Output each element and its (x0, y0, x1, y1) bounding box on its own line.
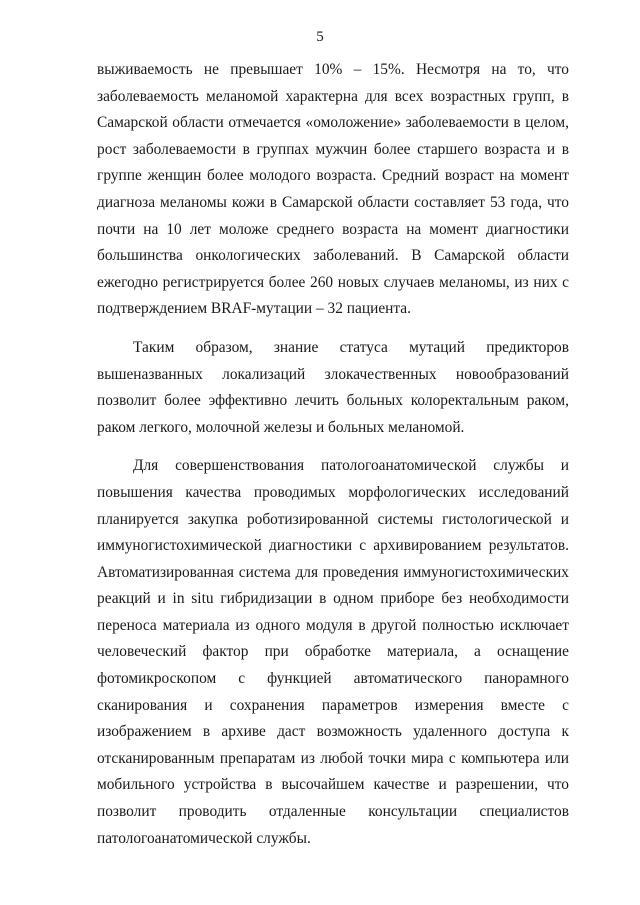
paragraph-melanoma-statistics: выживаемость не превышает 10% – 15%. Несмотря на то, что заболеваемость меланомой характерна для всех возрастных групп, в Самарской области отмечается «омоложение» заболеваемости в целом, рост заболеваемости в группах мужчин более старшего возраста и в группе женщин более молодого возраста. Средний возраст на момент диагноза меланомы кожи в Самарской области составляет 53 года, что почти на 10 лет моложе среднего возраста на момент диагностики большинства онкологических заболеваний. В Самарской области ежегодно регистрируется более 260 новых случаев меланомы, из них с подтверждением BRAF-мутации – 32 пациента. (97, 61, 569, 318)
page-number: 5 (316, 29, 324, 45)
body-text (97, 57, 569, 852)
paragraph-pathology-service-improvement: Для совершенствования патологоанатомической службы и повышения качества проводимых морфологических исследований планируется закупка роботизированной системы гистологической и иммуногистохимической диагностики с архивированием результатов. Автоматизированная система для проведения иммуногистохимических реакций и in situ гибридизации в одном приборе без необходимости переноса материала из одного модуля в другой полностью исключает человеческий фактор при обработке материала, а оснащение фотомикроскопом с функцией автоматического панорамного сканирования и сохранения параметров измерения вместе с изображением в архиве даст возможность удаленного доступа к отсканированным препаратам из любой точки мира с компьютера или мобильного устройства в высочайшем качестве и разрешении, что позволит проводить отдаленные консультации специалистов патологоанатомической службы. (97, 457, 569, 847)
paragraph-mutation-status-conclusion: Таким образом, знание статуса мутаций предикторов вышеназванных локализаций злокачественных новообразований позволит более эффективно лечить больных колоректальным раком, раком легкого, молочной железы и больных меланомой. (97, 338, 569, 436)
